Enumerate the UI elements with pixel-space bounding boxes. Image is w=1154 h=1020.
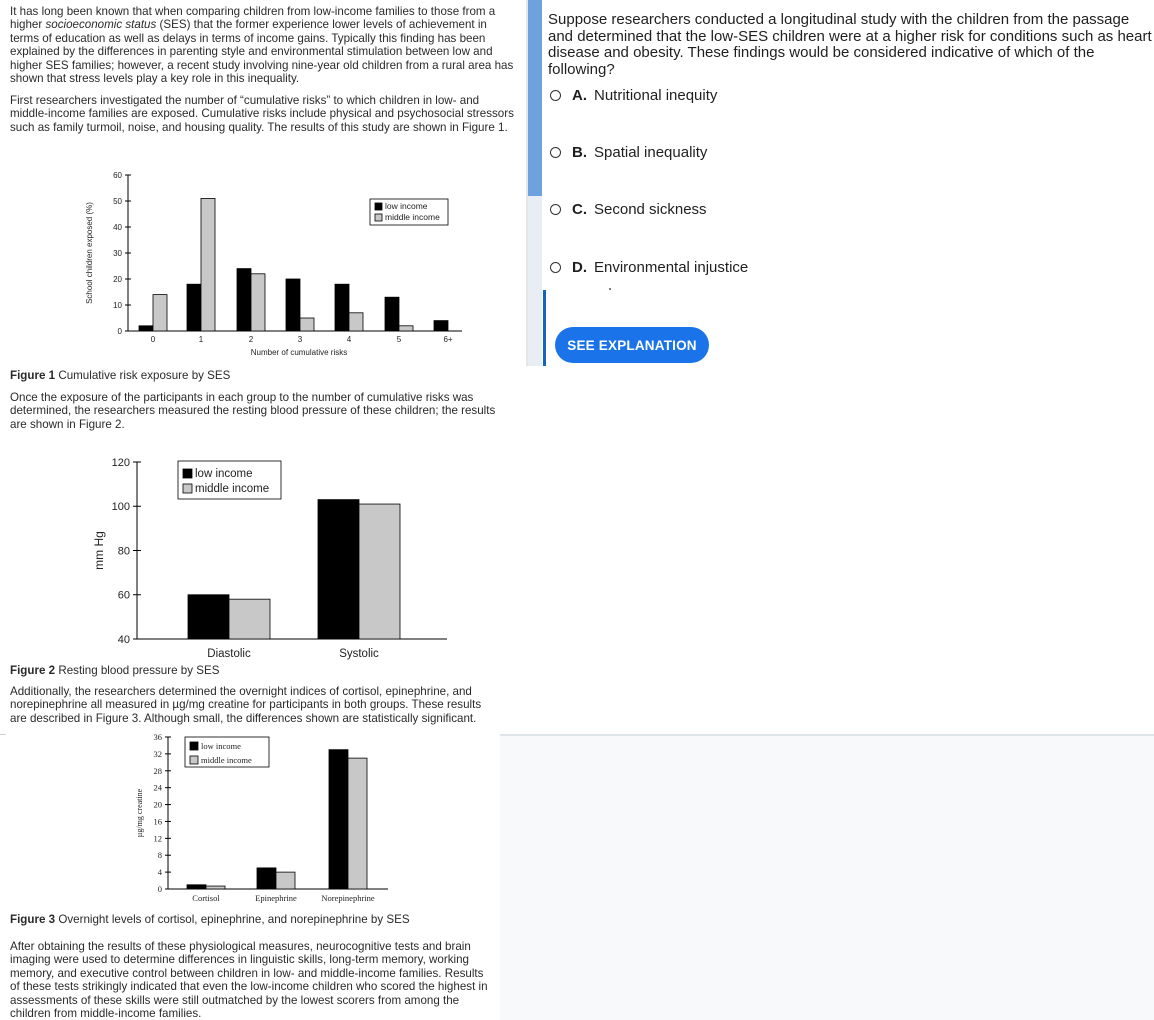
option-d[interactable] xyxy=(550,259,748,276)
legend-label: low income xyxy=(195,468,253,480)
figure-2-chart xyxy=(10,448,480,664)
x-tick-label: Cortisol xyxy=(192,893,220,903)
option-c[interactable] xyxy=(550,201,707,218)
passage-paragraph-1 xyxy=(10,5,515,85)
figure-3-chart xyxy=(10,730,480,908)
option-letter: A. xyxy=(572,87,587,104)
figure-3-caption xyxy=(10,913,410,926)
figure-3-caption-label: Figure 3 xyxy=(10,913,56,926)
option-label: Nutritional inequity xyxy=(594,87,718,104)
question-text: Suppose researchers conducted a longitudinal study with the children from the passage and determined that the low-SES children were at a higher risk for conditions such as heart disease and obesity. These findings would be considered indicative of which of the following? xyxy=(548,11,1152,78)
scrollbar-thumb[interactable] xyxy=(528,0,542,196)
bar-middle-income xyxy=(153,295,167,331)
bar-middle-income xyxy=(251,274,265,331)
bar-middle-income xyxy=(399,326,413,331)
legend-label: low income xyxy=(385,201,428,211)
legend-swatch-low xyxy=(190,742,198,750)
option-a[interactable] xyxy=(550,87,717,104)
legend-swatch-middle xyxy=(183,484,192,493)
figure-1-chart xyxy=(10,163,480,363)
bar-middle-income xyxy=(359,504,400,639)
y-tick-label: 30 xyxy=(113,248,122,258)
y-tick-label: 100 xyxy=(111,501,130,514)
active-indicator xyxy=(543,290,546,366)
y-tick-label: 32 xyxy=(153,748,162,759)
bar-middle-income xyxy=(206,886,225,889)
bar-middle-income xyxy=(300,318,314,331)
y-tick-label: 40 xyxy=(113,222,122,232)
bar-low-income xyxy=(187,885,206,889)
x-tick-label: Systolic xyxy=(339,648,379,660)
y-axis-label: mm Hg xyxy=(92,531,106,570)
x-tick-label: 2 xyxy=(248,335,254,344)
y-tick-label: 0 xyxy=(157,883,162,894)
bar-middle-income xyxy=(349,313,363,331)
figure-2-caption-label: Figure 2 xyxy=(10,664,56,677)
y-tick-label: 20 xyxy=(153,799,162,810)
figure-1-caption-label: Figure 1 xyxy=(10,369,56,382)
y-tick-label: 4 xyxy=(157,867,162,878)
bar-low-income xyxy=(335,284,349,331)
option-label: Spatial inequality xyxy=(594,144,708,161)
y-axis-label: µg/mg creatine xyxy=(135,788,144,838)
option-label: Environmental injustice xyxy=(594,259,749,276)
figure-3-caption-text: Overnight levels of cortisol, epinephrine, and norepinephrine by SES xyxy=(55,913,410,926)
para1-text-b: (SES) that the former experience lower levels of achievement in terms of education as well as delays in terms of income gains. Typically this finding has been explained by the differences in parenting style and environmental stimulation between low and higher SES families; however, a recent study involving nine-year old children from a rural area has shown that stress levels play a key role in this inequality. xyxy=(10,18,514,86)
see-explanation-button[interactable]: SEE EXPLANATION xyxy=(555,327,709,363)
bar-low-income xyxy=(237,269,251,331)
y-tick-label: 40 xyxy=(117,633,130,646)
option-letter: B. xyxy=(572,144,587,161)
passage-paragraph-4: Additionally, the researchers determined the overnight indices of cortisol, epinephrine, and norepinephrine all measured in µg/mg creatine for participants in both groups. These results are described in Figure 3. Although small, the differences shown are statistically significant. xyxy=(10,685,482,725)
x-axis-label: Number of cumulative risks xyxy=(250,348,348,357)
x-tick-label: 6+ xyxy=(443,335,453,344)
figure-1-caption-text: Cumulative risk exposure by SES xyxy=(55,369,231,382)
bar-low-income xyxy=(139,326,153,331)
x-tick-label: 1 xyxy=(198,335,204,344)
x-tick-label: Epinephrine xyxy=(255,893,297,903)
y-tick-label: 60 xyxy=(117,589,130,602)
legend-swatch-middle xyxy=(375,214,382,221)
passage-paragraph-5: After obtaining the results of these physiological measures, neurocognitive tests and brain imaging were used to determine differences in linguistic skills, long-term memory, working memory, and executive control between children in low- and middle-income families. Results of these tests strikingly indicated that even the low-income children who scored the highest in assessments of these skills were still outmatched by the lowest scorers from among the children from middle-income families. xyxy=(10,940,488,1020)
y-tick-label: 16 xyxy=(153,816,162,827)
option-letter: C. xyxy=(572,201,587,218)
bar-low-income xyxy=(329,750,348,889)
x-tick-label: Norepinephrine xyxy=(321,893,375,903)
bar-low-income xyxy=(434,321,448,331)
bar-low-income xyxy=(385,297,399,331)
legend-swatch-middle xyxy=(190,756,198,764)
bar-middle-income xyxy=(276,872,295,889)
bar-middle-income xyxy=(229,599,270,639)
y-tick-label: 80 xyxy=(117,545,130,558)
y-tick-label: 0 xyxy=(117,326,122,336)
figure-2-caption xyxy=(10,664,219,677)
radio-circle-icon[interactable] xyxy=(550,90,561,101)
y-tick-label: 60 xyxy=(113,170,122,180)
passage-panel xyxy=(10,0,515,1020)
y-tick-label: 36 xyxy=(153,731,162,742)
y-tick-label: 28 xyxy=(153,765,162,776)
y-tick-label: 50 xyxy=(113,196,122,206)
x-tick-label: 0 xyxy=(150,335,156,344)
x-tick-label: Diastolic xyxy=(207,648,251,660)
lower-panel xyxy=(500,734,1154,1020)
para1-emphasis: socioeconomic status xyxy=(45,18,157,32)
section-divider xyxy=(0,734,6,735)
legend-label: low income xyxy=(201,741,241,751)
option-b[interactable] xyxy=(550,144,707,161)
radio-circle-icon[interactable] xyxy=(550,147,561,158)
bar-low-income xyxy=(257,868,276,889)
passage-paragraph-3: Once the exposure of the participants in each group to the number of cumulative risks was determined, the researchers measured the resting blood pressure of these children; the results are shown in Figure 2. xyxy=(10,391,496,431)
bar-low-income xyxy=(286,279,300,331)
legend-label: middle income xyxy=(201,755,252,765)
legend-swatch-low xyxy=(183,469,192,478)
y-tick-label: 12 xyxy=(153,833,162,844)
legend-label: middle income xyxy=(385,212,440,222)
bar-middle-income xyxy=(201,198,215,331)
bar-low-income xyxy=(318,500,359,639)
radio-circle-icon[interactable] xyxy=(550,262,561,273)
y-tick-label: 24 xyxy=(153,782,162,793)
legend-label: middle income xyxy=(195,483,270,495)
y-tick-label: 8 xyxy=(157,850,162,861)
radio-circle-icon[interactable] xyxy=(550,204,561,215)
y-tick-label: 120 xyxy=(111,456,130,469)
y-axis-label: School children exposed (%) xyxy=(85,202,94,304)
stray-dot xyxy=(609,288,611,290)
bar-low-income xyxy=(187,284,201,331)
bar-middle-income xyxy=(348,758,367,889)
figure-2-caption-text: Resting blood pressure by SES xyxy=(55,664,220,677)
bar-low-income xyxy=(188,595,229,639)
legend-swatch-low xyxy=(375,203,382,210)
passage-paragraph-2: First researchers investigated the number of “cumulative risks” to which children in low- and middle-income families are exposed. Cumulative risks include physical and psychosocial stressors such as family turmoil, noise, and housing quality. The results of this study are shown in Figure 1. xyxy=(10,94,514,134)
para1-text-a: It has long been known that when comparing children from low-income families to those from a higher xyxy=(10,5,496,32)
y-tick-label: 10 xyxy=(113,300,122,310)
x-tick-label: 4 xyxy=(346,335,352,344)
figure-1-caption xyxy=(10,369,230,382)
option-letter: D. xyxy=(572,259,587,276)
y-tick-label: 20 xyxy=(113,274,122,284)
x-tick-label: 5 xyxy=(396,335,402,344)
option-label: Second sickness xyxy=(594,201,707,218)
x-tick-label: 3 xyxy=(297,335,303,344)
